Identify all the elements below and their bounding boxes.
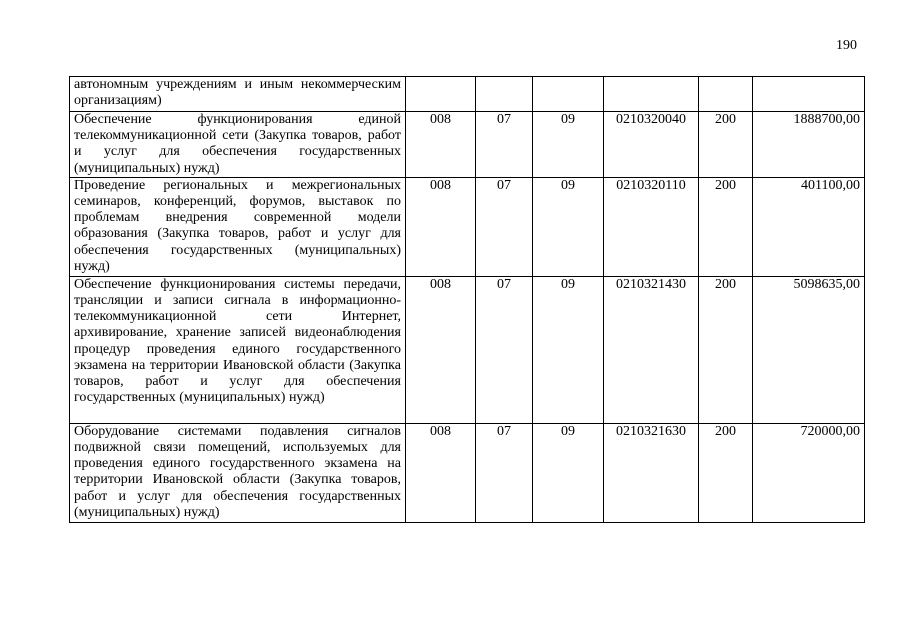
target-article-cell — [604, 77, 699, 112]
admin-code-cell: 008 — [406, 276, 476, 423]
table-row — [70, 177, 865, 276]
target-article-cell: 0210321430 — [604, 276, 699, 423]
expense-type-cell: 200 — [699, 276, 753, 423]
page-number: 190 — [836, 38, 857, 53]
target-article-cell: 0210321630 — [604, 423, 699, 522]
table-row — [70, 112, 865, 178]
amount-cell: 1888700,00 — [753, 112, 865, 178]
expense-type-cell — [699, 77, 753, 112]
subsection-code-cell: 09 — [533, 423, 604, 522]
row-description: Проведение региональных и межрегиональных семинаров, конференций, форумов, выставок по проблемам внедрения современной модели образования (Закупка товаров, работ и услуг для обеспечения государственных (муниципальных) нужд) — [70, 177, 406, 276]
amount-cell: 401100,00 — [753, 177, 865, 276]
section-code-cell: 07 — [476, 177, 533, 276]
admin-code-cell: 008 — [406, 112, 476, 178]
amount-cell: 720000,00 — [753, 423, 865, 522]
expense-type-cell: 200 — [699, 112, 753, 178]
target-article-cell: 0210320110 — [604, 177, 699, 276]
table-row — [70, 77, 865, 112]
target-article-cell: 0210320040 — [604, 112, 699, 178]
row-description: Обеспечение функционирования единой телекоммуникационной сети (Закупка товаров, работ и услуг для обеспечения государственных (муниципальных) нужд) — [70, 112, 406, 178]
row-description: Обеспечение функционирования системы передачи, трансляции и записи сигнала в информационно-телекоммуникационной сети Интернет, архивирование, хранение записей видеонаблюдения процедур проведения единого государственного экзамена на территории Ивановской области (Закупка товаров, работ и услуг для обеспечения государственных (муниципальных) нужд) — [70, 276, 406, 423]
section-code-cell: 07 — [476, 276, 533, 423]
section-code-cell — [476, 77, 533, 112]
row-description: автономным учреждениям и иным некоммерческим организациям) — [70, 77, 406, 112]
subsection-code-cell: 09 — [533, 276, 604, 423]
admin-code-cell: 008 — [406, 423, 476, 522]
section-code-cell: 07 — [476, 423, 533, 522]
amount-cell: 5098635,00 — [753, 276, 865, 423]
subsection-code-cell: 09 — [533, 112, 604, 178]
section-code-cell: 07 — [476, 112, 533, 178]
admin-code-cell: 008 — [406, 177, 476, 276]
amount-cell — [753, 77, 865, 112]
budget-table — [69, 76, 865, 523]
table-row — [70, 276, 865, 423]
subsection-code-cell — [533, 77, 604, 112]
admin-code-cell — [406, 77, 476, 112]
expense-type-cell: 200 — [699, 177, 753, 276]
expense-type-cell: 200 — [699, 423, 753, 522]
table-row — [70, 423, 865, 522]
subsection-code-cell: 09 — [533, 177, 604, 276]
row-description: Оборудование системами подавления сигналов подвижной связи помещений, используемых для проведения единого государственного экзамена на территории Ивановской области (Закупка товаров, работ и услуг для обеспечения государственных (муниципальных) нужд) — [70, 423, 406, 522]
